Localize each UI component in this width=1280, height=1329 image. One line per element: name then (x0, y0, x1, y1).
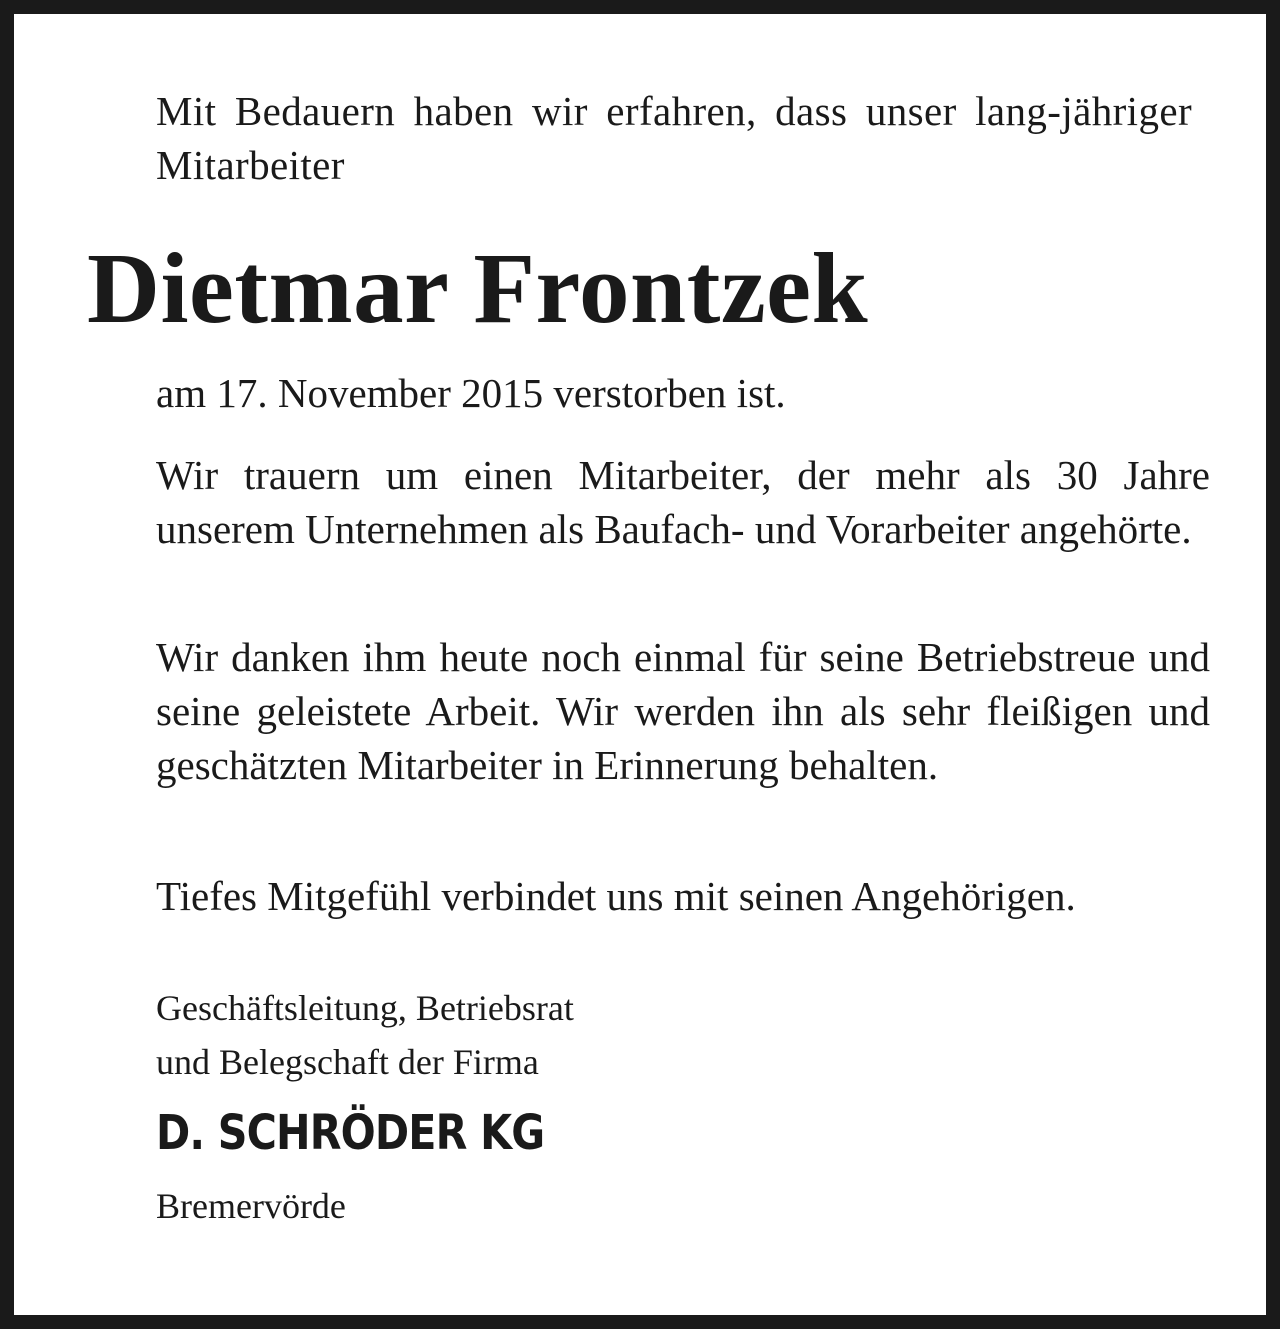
paragraph-condolence: Tiefes Mitgefühl verbindet uns mit seinen Angehörigen. (156, 873, 1076, 919)
deceased-name: Dietmar Frontzek (87, 232, 869, 344)
signer-line-1: Geschäftsleitung, Betriebsrat (156, 988, 574, 1028)
date-of-death-line: am 17. November 2015 verstorben ist. (156, 370, 786, 416)
intro-text: Mit Bedauern haben wir erfahren, dass unser lang-jähriger Mitarbeiter (156, 88, 1192, 188)
company-location: Bremervörde (156, 1186, 346, 1226)
company-name: D. SCHRÖDER KG (156, 1105, 545, 1161)
paragraph-thanks: Wir danken ihm heute noch einmal für seine Betriebstreue und seine geleistete Arbeit. Wir werden ihn als sehr fleißigen und geschätzten Mitarbeiter in Erinnerung behalten. (156, 634, 1210, 788)
paragraph-service: Wir trauern um einen Mitarbeiter, der mehr als 30 Jahre unserem Unternehmen als Baufach- und Vorarbeiter angehörte. (156, 452, 1210, 552)
signer-line-2: und Belegschaft der Firma (156, 1042, 539, 1082)
